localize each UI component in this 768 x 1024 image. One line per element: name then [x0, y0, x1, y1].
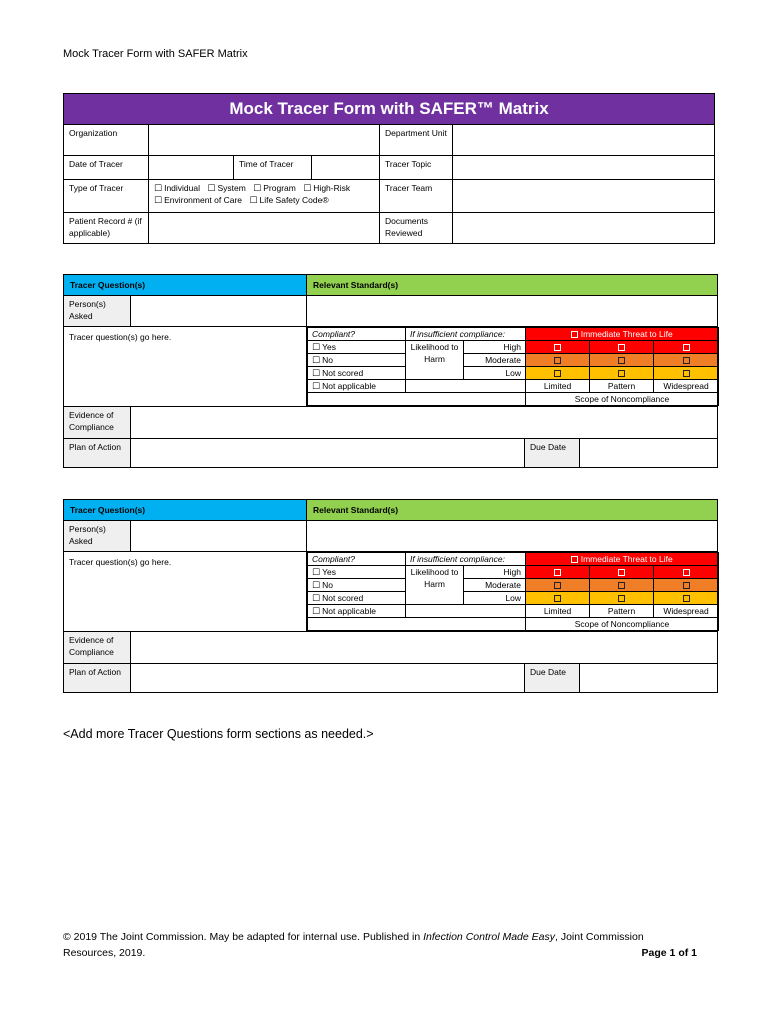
checkbox-icon [618, 569, 625, 576]
matrix-cell-moderate-pattern[interactable] [590, 354, 654, 367]
compliant-option-label: Yes [322, 567, 336, 577]
immediate-threat-option[interactable] [526, 553, 719, 566]
relevant-standard-header: Relevant Standard(s) [307, 275, 718, 296]
compliant-option-yes[interactable] [308, 566, 406, 579]
checkbox-icon: ☐ [312, 342, 321, 352]
matrix-cell-low-widespread[interactable] [654, 592, 719, 605]
time-field[interactable] [312, 156, 380, 180]
compliant-option-no[interactable] [308, 354, 406, 367]
scope-level-pattern: Pattern [590, 605, 654, 618]
matrix-cell-low-pattern[interactable] [590, 367, 654, 380]
checkbox-icon [554, 357, 561, 364]
team-label: Tracer Team [380, 180, 453, 213]
tracer-info-table [63, 93, 715, 244]
likelihood-label: Likelihood to Harm [406, 341, 464, 380]
likelihood-level-low: Low [464, 592, 526, 605]
likelihood-level-high: High [464, 341, 526, 354]
matrix-cell-low-limited[interactable] [526, 367, 590, 380]
copyright-suffix: , Joint Commission Resources, 2019. [63, 931, 644, 959]
matrix-cell-low-limited[interactable] [526, 592, 590, 605]
tracer-question-block [63, 274, 718, 468]
checkbox-icon [554, 582, 561, 589]
documents-label: Documents Reviewed [380, 213, 453, 244]
type-option-program[interactable] [253, 183, 296, 193]
type-options [149, 180, 380, 213]
due-date-label: Due Date [525, 664, 580, 693]
immediate-threat-label: Immediate Threat to Life [580, 329, 673, 339]
topic-label: Tracer Topic [380, 156, 453, 180]
likelihood-level-moderate: Moderate [464, 579, 526, 592]
immediate-threat-option[interactable] [526, 328, 719, 341]
compliant-option-not-scored[interactable] [308, 592, 406, 605]
compliant-option-label: No [322, 580, 333, 590]
checkbox-icon [683, 370, 690, 377]
patient-record-field[interactable] [149, 213, 380, 244]
matrix-cell-low-widespread[interactable] [654, 367, 719, 380]
checkbox-icon [618, 370, 625, 377]
compliant-label: Compliant? [308, 328, 406, 341]
matrix-blank-cell [308, 393, 526, 406]
plan-field[interactable] [131, 439, 525, 468]
tracer-question-header: Tracer Question(s) [64, 500, 307, 521]
persons-asked-label: Person(s) Asked [64, 521, 131, 552]
checkbox-icon [683, 357, 690, 364]
running-header: Mock Tracer Form with SAFER Matrix [63, 48, 248, 60]
date-label: Date of Tracer [64, 156, 149, 180]
compliant-option-not-scored[interactable] [308, 367, 406, 380]
likelihood-level-high: High [464, 566, 526, 579]
tracer-question-placeholder: Tracer question(s) go here. [69, 332, 172, 342]
compliant-option-not-applicable[interactable] [308, 605, 406, 618]
checkbox-icon: ☐ [312, 606, 321, 616]
checkbox-icon: ☐ [312, 355, 321, 365]
checkbox-icon: ☐ [312, 381, 321, 391]
due-date-field[interactable] [580, 439, 718, 468]
checkbox-icon [683, 595, 690, 602]
checkbox-icon: ☐ [253, 183, 262, 193]
checkbox-icon: ☐ [312, 593, 321, 603]
scope-level-widespread: Widespread [654, 380, 719, 393]
type-option-individual[interactable] [154, 183, 200, 193]
matrix-blank-cell [406, 380, 526, 393]
checkbox-icon [571, 556, 578, 563]
checkbox-icon: ☐ [312, 368, 321, 378]
matrix-blank-cell [406, 605, 526, 618]
compliant-option-label: No [322, 355, 333, 365]
checkbox-icon [618, 595, 625, 602]
patient-record-label: Patient Record # (if applicable) [64, 213, 149, 244]
persons-asked-label: Person(s) Asked [64, 296, 131, 327]
form-title: Mock Tracer Form with SAFER™ Matrix [64, 94, 715, 125]
immediate-threat-label: Immediate Threat to Life [580, 554, 673, 564]
matrix-cell-high-widespread[interactable] [654, 341, 719, 354]
checkbox-icon: ☐ [312, 580, 321, 590]
due-date-label: Due Date [525, 439, 580, 468]
checkbox-icon [554, 370, 561, 377]
relevant-standard-field[interactable] [307, 521, 718, 552]
checkbox-icon [618, 357, 625, 364]
checkbox-icon [618, 344, 625, 351]
compliant-option-label: Not applicable [322, 381, 376, 391]
organization-label: Organization [64, 125, 149, 156]
copyright-prefix: © 2019 The Joint Commission. May be adapted for internal use. Published in [63, 931, 424, 943]
scope-label: Scope of Noncompliance [526, 393, 719, 406]
matrix-cell-moderate-widespread[interactable] [654, 354, 719, 367]
evidence-label: Evidence of Compliance [64, 632, 131, 664]
checkbox-icon: ☐ [249, 195, 258, 205]
page-number: Page 1 of 1 [641, 947, 697, 959]
insufficient-label: If insufficient compliance: [406, 328, 526, 341]
checkbox-icon: ☐ [154, 183, 163, 193]
scope-level-limited: Limited [526, 380, 590, 393]
date-field[interactable] [149, 156, 234, 180]
matrix-cell-moderate-limited[interactable] [526, 354, 590, 367]
checkbox-icon: ☐ [154, 195, 163, 205]
type-option-label: Individual [164, 183, 200, 193]
tracer-question-block [63, 499, 718, 693]
compliant-option-label: Not scored [322, 368, 364, 378]
safer-matrix [307, 552, 719, 631]
persons-asked-field[interactable] [131, 521, 307, 552]
matrix-cell-moderate-limited[interactable] [526, 579, 590, 592]
type-option-environment-of-care[interactable] [154, 195, 242, 205]
checkbox-icon [554, 595, 561, 602]
type-option-life-safety-code[interactable] [249, 195, 328, 205]
team-field[interactable] [453, 180, 715, 213]
evidence-field[interactable] [131, 407, 718, 439]
tracer-question-placeholder: Tracer question(s) go here. [69, 557, 172, 567]
topic-field[interactable] [453, 156, 715, 180]
matrix-cell-high-pattern[interactable] [590, 566, 654, 579]
checkbox-icon [683, 582, 690, 589]
checkbox-icon: ☐ [303, 183, 312, 193]
matrix-cell-moderate-pattern[interactable] [590, 579, 654, 592]
checkbox-icon [554, 344, 561, 351]
department-field[interactable] [453, 125, 715, 156]
organization-field[interactable] [149, 125, 380, 156]
type-option-label: System [217, 183, 246, 193]
evidence-field[interactable] [131, 632, 718, 664]
type-option-label: Program [263, 183, 296, 193]
book-title: Infection Control Made Easy [423, 931, 555, 943]
tracer-question-field[interactable] [64, 327, 307, 407]
insufficient-label: If insufficient compliance: [406, 553, 526, 566]
likelihood-level-low: Low [464, 367, 526, 380]
compliant-option-no[interactable] [308, 579, 406, 592]
tracer-question-header: Tracer Question(s) [64, 275, 307, 296]
compliant-option-yes[interactable] [308, 341, 406, 354]
compliant-option-label: Not scored [322, 593, 364, 603]
relevant-standard-field[interactable] [307, 296, 718, 327]
plan-label: Plan of Action [64, 439, 131, 468]
documents-field[interactable] [453, 213, 715, 244]
time-label: Time of Tracer [234, 156, 312, 180]
checkbox-icon [618, 582, 625, 589]
type-option-label: Life Safety Code® [259, 195, 329, 205]
type-option-high-risk[interactable] [303, 183, 350, 193]
compliant-option-not-applicable[interactable] [308, 380, 406, 393]
matrix-cell-high-limited[interactable] [526, 341, 590, 354]
checkbox-icon [554, 569, 561, 576]
plan-field[interactable] [131, 664, 525, 693]
matrix-cell-low-pattern[interactable] [590, 592, 654, 605]
scope-label: Scope of Noncompliance [526, 618, 719, 631]
matrix-blank-cell [308, 618, 526, 631]
due-date-field[interactable] [580, 664, 718, 693]
add-more-note: <Add more Tracer Questions form sections as needed.> [63, 727, 374, 741]
safer-matrix [307, 327, 719, 406]
type-option-label: High-Risk [313, 183, 351, 193]
checkbox-icon [683, 344, 690, 351]
matrix-cell-high-widespread[interactable] [654, 566, 719, 579]
checkbox-icon: ☐ [207, 183, 216, 193]
scope-level-limited: Limited [526, 605, 590, 618]
matrix-cell-moderate-widespread[interactable] [654, 579, 719, 592]
scope-level-pattern: Pattern [590, 380, 654, 393]
type-option-label: Environment of Care [164, 195, 243, 205]
footer [63, 929, 697, 961]
matrix-cell-high-pattern[interactable] [590, 341, 654, 354]
matrix-cell-high-limited[interactable] [526, 566, 590, 579]
evidence-label: Evidence of Compliance [64, 407, 131, 439]
plan-label: Plan of Action [64, 664, 131, 693]
scope-level-widespread: Widespread [654, 605, 719, 618]
compliant-option-label: Yes [322, 342, 336, 352]
tracer-question-field[interactable] [64, 552, 307, 632]
relevant-standard-header: Relevant Standard(s) [307, 500, 718, 521]
persons-asked-field[interactable] [131, 296, 307, 327]
checkbox-icon [571, 331, 578, 338]
checkbox-icon [683, 569, 690, 576]
likelihood-level-moderate: Moderate [464, 354, 526, 367]
likelihood-label: Likelihood to Harm [406, 566, 464, 605]
department-label: Department Unit [380, 125, 453, 156]
type-option-system[interactable] [207, 183, 245, 193]
checkbox-icon: ☐ [312, 567, 321, 577]
compliant-label: Compliant? [308, 553, 406, 566]
type-label: Type of Tracer [64, 180, 149, 213]
compliant-option-label: Not applicable [322, 606, 376, 616]
